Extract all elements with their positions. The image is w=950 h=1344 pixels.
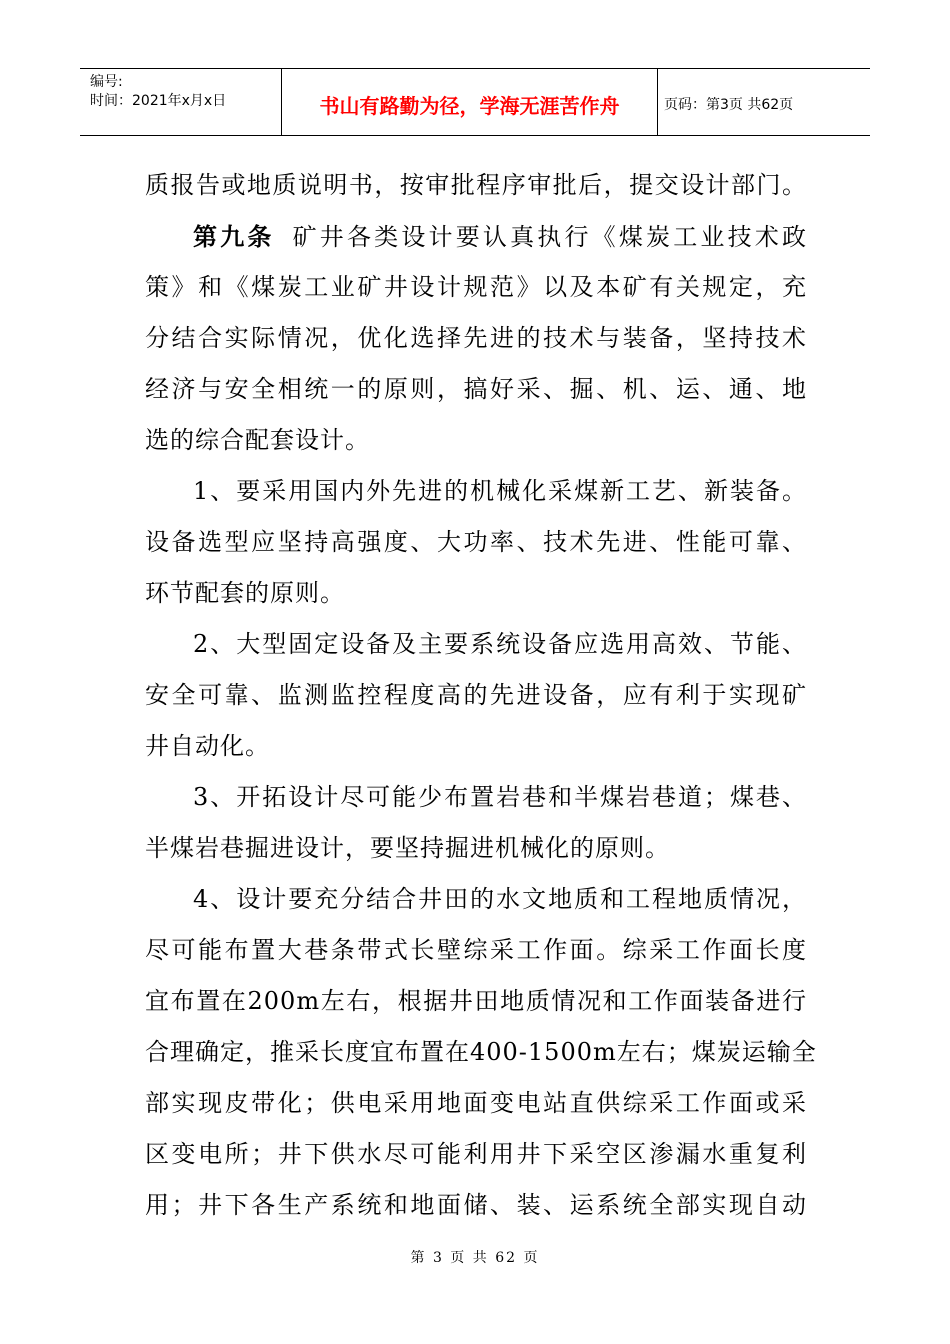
text-line: 部实现皮带化；供电采用地面变电站直供综采工作面或采 bbox=[145, 1089, 807, 1117]
header-motto: 书山有路勤为径，学海无涯苦作舟 bbox=[282, 69, 658, 135]
text-line: 环节配套的原则。 bbox=[145, 579, 345, 607]
text-line: 质报告或地质说明书，按审批程序审批后，提交设计部门。 bbox=[145, 171, 807, 199]
document-body bbox=[145, 160, 817, 1231]
text-line: 用；井下各生产系统和地面储、装、运系统全部实现自动 bbox=[145, 1191, 807, 1219]
text-line: 宜布置在200m左右，根据井田地质情况和工作面装备进行 bbox=[145, 987, 807, 1015]
text-line: 经济与安全相统一的原则，搞好采、掘、机、运、通、地 bbox=[145, 375, 807, 403]
text-line: 井自动化。 bbox=[145, 732, 270, 760]
code-label: 编号: bbox=[90, 74, 123, 90]
text-line: 4、设计要充分结合井田的水文地质和工程地质情况， bbox=[193, 885, 807, 913]
page-footer: 第 3 页 共 62 页 bbox=[410, 1250, 540, 1266]
text-line: 尽可能布置大巷条带式长壁综采工作面。综采工作面长度 bbox=[145, 936, 807, 964]
header-meta bbox=[80, 69, 282, 135]
text-line: 合理确定，推采长度宜布置在400-1500m左右；煤炭运输全 bbox=[145, 1038, 817, 1066]
text-line: 分结合实际情况，优化选择先进的技术与装备，坚持技术 bbox=[145, 324, 807, 352]
text-line: 选的综合配套设计。 bbox=[145, 426, 370, 454]
text-line: 半煤岩巷掘进设计，要坚持掘进机械化的原则。 bbox=[145, 834, 670, 862]
text-line bbox=[145, 211, 807, 262]
header-page-info: 页码：第3页 共62页 bbox=[664, 97, 794, 113]
text-line: 2、大型固定设备及主要系统设备应选用高效、节能、 bbox=[193, 630, 807, 658]
time-label: 时间：2021年x月x日 bbox=[90, 93, 227, 109]
text-line-content: 矿井各类设计要认真执行《煤炭工业技术政 bbox=[292, 223, 808, 251]
article-heading: 第九条 bbox=[193, 222, 275, 251]
text-line: 安全可靠、监测监控程度高的先进设备，应有利于实现矿 bbox=[145, 681, 807, 709]
text-line: 3、开拓设计尽可能少布置岩巷和半煤岩巷道；煤巷、 bbox=[193, 783, 807, 811]
text-line: 1、要采用国内外先进的机械化采煤新工艺、新装备。 bbox=[193, 477, 807, 505]
page-header bbox=[80, 68, 870, 136]
text-line: 区变电所；井下供水尽可能利用井下采空区渗漏水重复利 bbox=[145, 1140, 807, 1168]
text-line: 设备选型应坚持高强度、大功率、技术先进、性能可靠、 bbox=[145, 528, 807, 556]
text-line: 策》和《煤炭工业矿井设计规范》以及本矿有关规定，充 bbox=[145, 273, 807, 301]
